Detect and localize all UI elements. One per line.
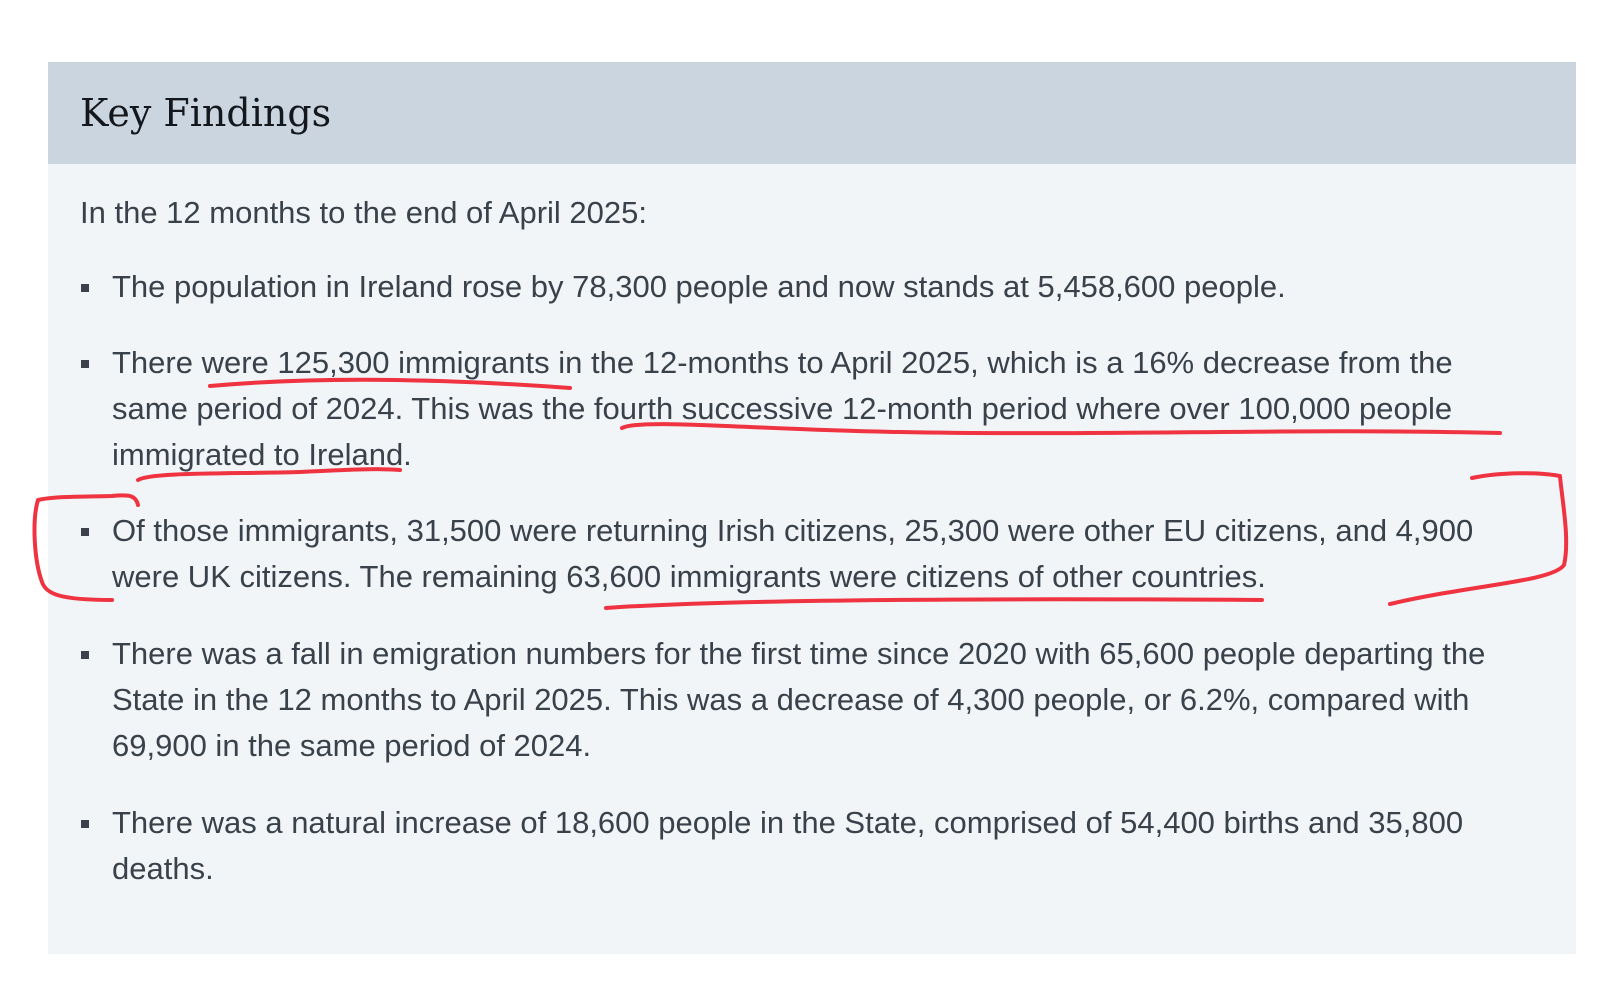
finding-natural-increase xyxy=(112,800,1532,892)
bullet-icon xyxy=(81,284,89,292)
finding-emigration xyxy=(112,631,1532,769)
bullet-icon xyxy=(81,651,89,659)
bullet-icon xyxy=(81,360,89,368)
finding-text: There was a fall in emigration numbers for the first time since 2020 with 65,600 people departing the State in the 12 months to April 2025. This was a decrease of 4,300 people, or 6.2%, compared with 69,900 in the same period of 2024. xyxy=(112,636,1486,763)
intro-text: In the 12 months to the end of April 2025: xyxy=(80,195,648,230)
finding-population xyxy=(112,264,1532,310)
finding-text: Of those immigrants, 31,500 were returning Irish citizens, 25,300 were other EU citizens, and 4,900 were UK citizens. The remaining 63,600 immigrants were citizens of other countries. xyxy=(112,513,1474,594)
bullet-icon xyxy=(81,528,89,536)
finding-citizenship xyxy=(112,508,1532,600)
finding-immigrants xyxy=(112,340,1532,478)
finding-text: The population in Ireland rose by 78,300 people and now stands at 5,458,600 people. xyxy=(112,269,1286,304)
key-findings-panel xyxy=(48,62,1576,954)
panel-header xyxy=(48,62,1576,164)
bullet-icon xyxy=(81,820,89,828)
finding-text: There was a natural increase of 18,600 people in the State, comprised of 54,400 births and 35,800 deaths. xyxy=(112,805,1464,886)
panel-title: Key Findings xyxy=(80,91,332,135)
finding-text: There were 125,300 immigrants in the 12-months to April 2025, which is a 16% decrease from the same period of 2024. This was the fourth successive 12-month period where over 100,000 people immigrated to Ireland. xyxy=(112,345,1453,472)
